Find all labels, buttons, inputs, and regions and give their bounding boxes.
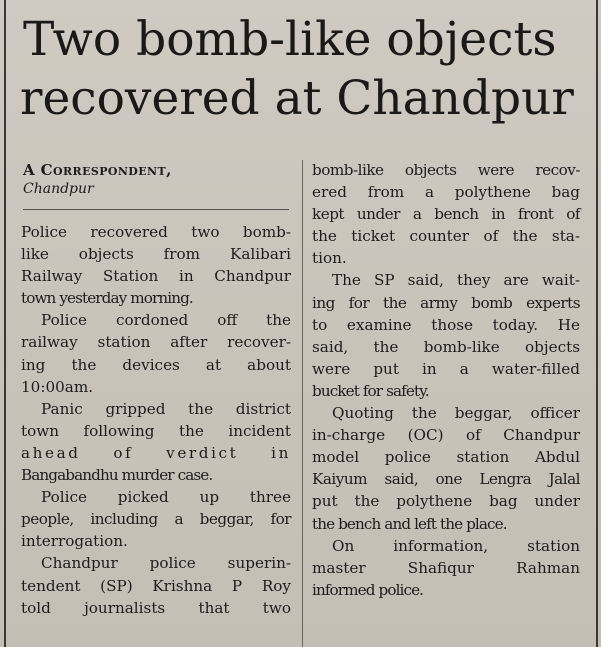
article-line: bomb-like objects were recov- (312, 161, 580, 179)
byline-dateline: Chandpur (23, 181, 94, 197)
right-column-rule (596, 0, 598, 647)
article-line: On information, station (332, 536, 580, 555)
article-line: Quoting the beggar, officer (332, 404, 580, 423)
article-line: put the polythene bag under (312, 492, 580, 511)
byline (23, 160, 289, 198)
article-line: town following the incident (21, 421, 291, 440)
article-line: interrogation. (21, 532, 128, 551)
article-line: Kaiyum said, one Lengra Jalal (312, 470, 580, 489)
article-line: were put in a water-filled (312, 359, 580, 378)
article-line: ing the devices at about (21, 355, 291, 374)
article-line: town yesterday morning. (21, 289, 193, 308)
left-column-rule (4, 0, 6, 647)
article-line: Police cordoned off the (41, 311, 291, 330)
article-line: to examine those today. He (312, 315, 580, 334)
article-column-right (312, 159, 580, 601)
article-line: Bangabandhu murder case. (21, 466, 213, 485)
article-line: Police picked up three (41, 488, 291, 507)
article-line: people, including a beggar, for (21, 510, 291, 529)
article-line: kept under a bench in front of (312, 205, 580, 224)
column-divider (302, 160, 303, 647)
article-column-left (21, 221, 291, 619)
headline (14, 10, 594, 128)
headline-line-1: Two bomb-like objects (23, 12, 557, 67)
article-line: said, the bomb-like objects (312, 337, 580, 356)
article-line: Panic gripped the district (41, 399, 291, 418)
byline-author: A Correspondent, (23, 161, 172, 179)
article-line: like objects from Kalibari (21, 245, 291, 264)
article-line: Chandpur police superin- (41, 554, 291, 573)
article-line: 10:00am. (21, 377, 94, 396)
article-line: told journalists that two (21, 598, 291, 617)
article-line: informed police. (312, 580, 424, 599)
article-line: ered from a polythene bag (312, 183, 580, 202)
article-line: the ticket counter of the sta- (312, 227, 580, 246)
article-line: railway station after recover- (21, 333, 291, 352)
article-line: the bench and left the place. (312, 514, 507, 533)
headline-line-2: recovered at Chandpur (20, 71, 574, 126)
byline-rule (23, 209, 289, 210)
article-line: Police recovered two bomb- (21, 223, 291, 241)
article-line: ing for the army bomb experts (312, 293, 580, 312)
article-line: ahead of verdict in (21, 443, 291, 462)
article-line: master Shafiqur Rahman (312, 558, 580, 577)
article-line: tion. (312, 249, 347, 268)
article-line: tendent (SP) Krishna P Roy (21, 576, 291, 595)
article-line: model police station Abdul (312, 448, 580, 467)
article-line: in-charge (OC) of Chandpur (312, 426, 580, 445)
article-line: bucket for safety. (312, 381, 429, 400)
article-line: The SP said, they are wait- (332, 271, 580, 290)
article-line: Railway Station in Chandpur (21, 267, 291, 286)
